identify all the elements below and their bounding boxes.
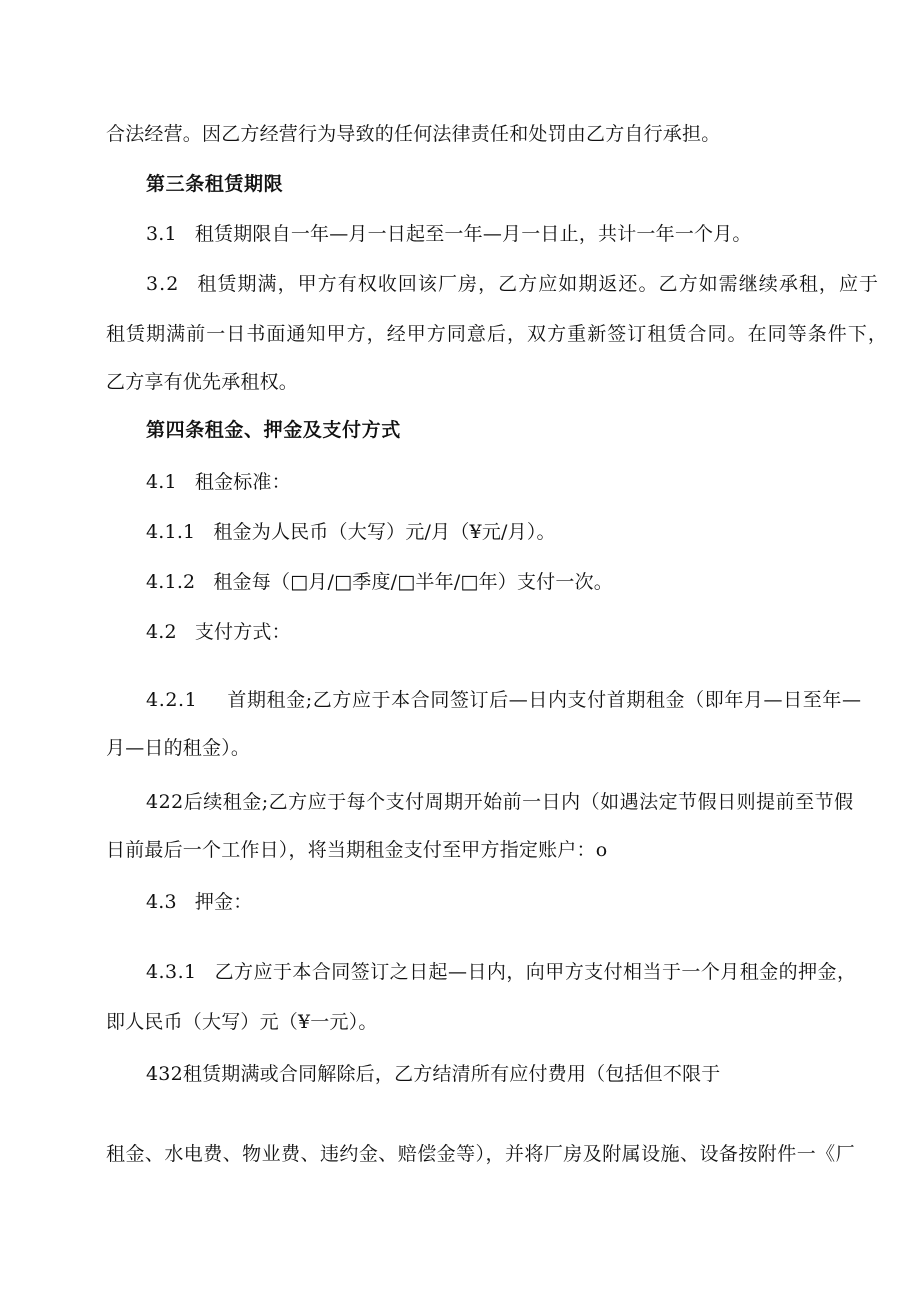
- paragraph-line: [106, 322, 888, 346]
- clause-number: 4.1.1: [146, 521, 196, 543]
- clause-4-3: [146, 890, 252, 914]
- paragraph-text: 租赁期满前一日书面通知甲方，经甲方同意后，双方重新签订租赁合同。在同等条件下，: [106, 323, 888, 345]
- clause-3-1: [146, 222, 752, 246]
- clause-4-2-2: [146, 790, 854, 814]
- paragraph-text: 日前最后一个工作日），将当期租金支付至甲方指定账户：o: [106, 839, 608, 861]
- clause-4-3-2: [146, 1062, 720, 1086]
- clause-4-2: [146, 620, 291, 644]
- section-heading-4: [146, 418, 401, 442]
- clause-4-3-1: [146, 960, 856, 984]
- paragraph-line: [106, 1010, 378, 1034]
- clause-text: 首期租金;乙方应于本合同签订后—日内支付首期租金（即年月—日至年—: [227, 689, 862, 711]
- clause-text: 租金每（□月/□季度/□半年/□年）支付一次。: [213, 571, 613, 593]
- clause-text: 租赁期限自一年—月一日起至一年—月一日止，共计一年一个月。: [194, 223, 752, 245]
- paragraph-line: [106, 838, 607, 862]
- clause-4-1-2: [146, 570, 613, 594]
- clause-number: 3.1: [146, 223, 177, 245]
- paragraph-text: 月—日的租金）。: [106, 737, 251, 759]
- clause-text: 乙方应于本合同签订之日起—日内，向甲方支付相当于一个月租金的押金，: [214, 961, 857, 983]
- paragraph-line: [106, 370, 298, 394]
- paragraph-line: [106, 1142, 855, 1166]
- paragraph-text: 乙方享有优先承租权。: [106, 371, 299, 393]
- clause-4-1: [146, 470, 291, 494]
- clause-text: 租金标准：: [194, 471, 291, 493]
- clause-number: 4.3: [146, 891, 177, 913]
- clause-text: 422后续租金;乙方应于每个支付周期开始前一日内（如遇法定节假日则提前至节假: [146, 791, 854, 813]
- clause-number: 4.2: [146, 621, 177, 643]
- clause-text: 押金：: [194, 891, 253, 913]
- clause-number: 3.2: [146, 273, 180, 295]
- heading-text: 第三条租赁期限: [146, 173, 284, 195]
- heading-text: 第四条租金、押金及支付方式: [146, 419, 401, 441]
- clause-text: 租赁期满，甲方有权收回该厂房，乙方应如期返还。乙方如需继续承租，应于: [197, 273, 880, 295]
- clause-number: 4.1.2: [146, 571, 196, 593]
- paragraph-text: 租金、水电费、物业费、违约金、赔偿金等），并将厂房及附属设施、设备按附件一《厂: [106, 1143, 856, 1165]
- clause-4-1-1: [146, 520, 556, 544]
- clause-text: 432租赁期满或合同解除后，乙方结清所有应付费用（包括但不限于: [146, 1063, 721, 1085]
- paragraph-text: 合法经营。因乙方经营行为导致的任何法律责任和处罚由乙方自行承担。: [106, 123, 721, 145]
- clause-text: 支付方式：: [194, 621, 291, 643]
- clause-text: 租金为人民币（大写）元/月（¥元/月）。: [213, 521, 556, 543]
- clause-4-2-1: [146, 688, 862, 712]
- paragraph-text: 即人民币（大写）元（¥一元）。: [106, 1011, 378, 1033]
- paragraph-line: [106, 122, 720, 146]
- clause-number: 4.1: [146, 471, 177, 493]
- clause-number: 4.2.1: [146, 689, 198, 711]
- clause-number: 4.3.1: [146, 961, 197, 983]
- clause-3-2: [146, 272, 879, 296]
- section-heading-3: [146, 172, 283, 196]
- paragraph-line: [106, 736, 250, 760]
